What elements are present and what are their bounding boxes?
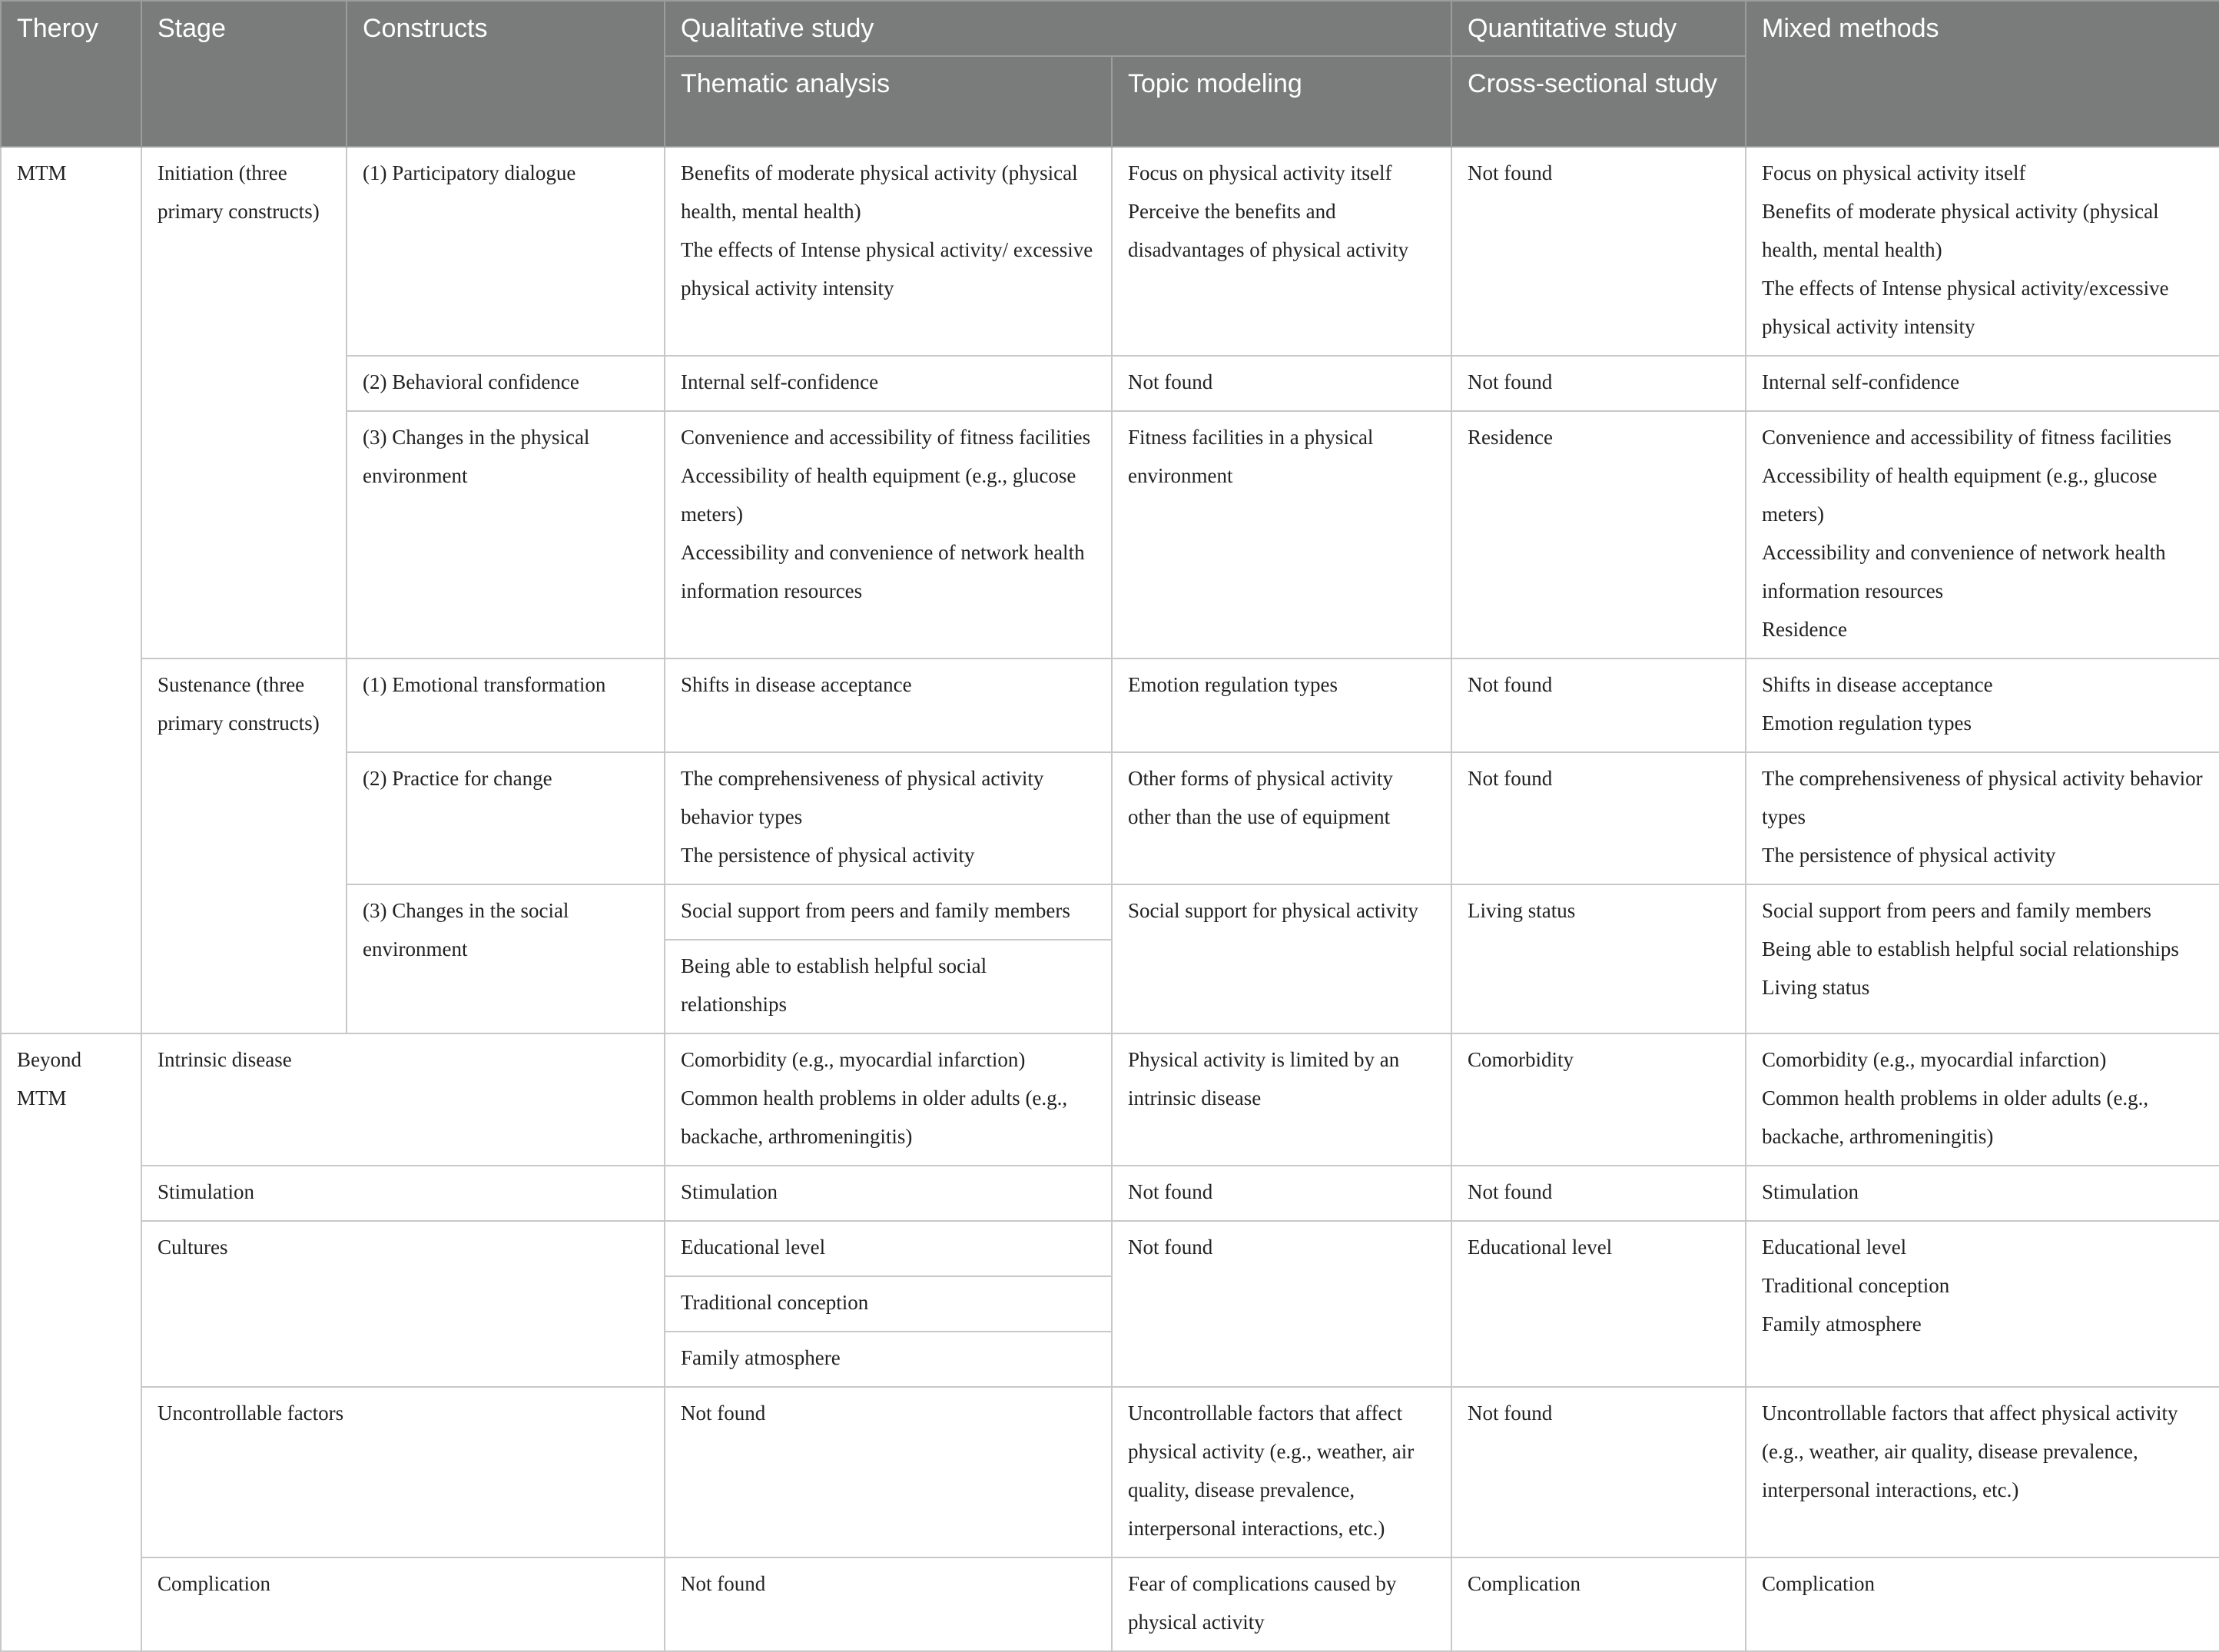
cell-line: Being able to establish helpful social relationships [1762,937,2179,960]
stage-cell: Uncontrollable factors [141,1387,665,1557]
cell-line: The comprehensiveness of physical activity behavior types [681,767,1044,828]
topic-cell: Fear of complications caused by physical activity [1112,1557,1451,1651]
header-mixed-methods: Mixed methods [1746,1,2219,147]
thematic-cell: Family atmosphere [665,1332,1112,1387]
mixed-cell [1746,884,2219,1033]
table-body [1,147,2219,1651]
topic-cell: Emotion regulation types [1112,658,1451,752]
header-thematic-analysis: Thematic analysis [665,56,1112,147]
cell-line: Common health problems in older adults (e.g., backache, arthromeningitis) [1762,1086,2149,1148]
mixed-cell [1746,147,2219,356]
cell-line: Convenience and accessibility of fitness facilities [1762,426,2172,449]
stage-cell: Cultures [141,1221,665,1387]
cell-line: Common health problems in older adults (e.g., backache, arthromeningitis) [681,1086,1068,1148]
cell-line: The persistence of physical activity [681,844,975,867]
header-qualitative-study: Qualitative study [665,1,1451,56]
cross-sectional-cell: Complication [1451,1557,1746,1651]
cross-sectional-cell: Educational level [1451,1221,1746,1387]
thematic-cell: Being able to establish helpful social relationships [665,940,1112,1033]
construct-cell: (1) Emotional transformation [347,658,665,752]
cell-line: The comprehensiveness of physical activity behavior types [1762,767,2203,828]
cell-line: Emotion regulation types [1762,712,1972,735]
cross-sectional-cell: Residence [1451,411,1746,658]
cross-sectional-cell: Not found [1451,752,1746,884]
topic-cell: Not found [1112,1221,1451,1387]
table-row [1,1557,2219,1651]
table-row [1,658,2219,752]
table-row [1,1221,2219,1276]
cell-line: The effects of Intense physical activity/ excessive physical activity intensity [681,238,1093,300]
thematic-cell: Stimulation [665,1166,1112,1221]
thematic-cell [665,1033,1112,1166]
theory-cell-mtm: MTM [1,147,141,1033]
topic-cell: Other forms of physical activity other than the use of equipment [1112,752,1451,884]
thematic-cell: Social support from peers and family members [665,884,1112,940]
cell-line: Focus on physical activity itself [1762,161,2026,184]
table-row [1,1033,2219,1166]
mixed-cell: Uncontrollable factors that affect physical activity (e.g., weather, air quality, disease prevalence, interpersonal interactions, etc.) [1746,1387,2219,1557]
cell-line: Accessibility of health equipment (e.g., glucose meters) [1762,464,2158,526]
thematic-cell: Internal self-confidence [665,356,1112,411]
cell-line: Social support from peers and family members [1762,899,2151,922]
cell-line: The persistence of physical activity [1762,844,2056,867]
thematic-cell [665,752,1112,884]
cell-line: Accessibility of health equipment (e.g., glucose meters) [681,464,1076,526]
cell-line: Comorbidity (e.g., myocardial infarction) [1762,1048,2107,1071]
header-theory: Theroy [1,1,141,147]
header-cross-sectional-study: Cross-sectional study [1451,56,1746,147]
cross-sectional-cell: Not found [1451,147,1746,356]
cell-line: Benefits of moderate physical activity (physical health, mental health) [1762,200,2159,261]
topic-cell [1112,147,1451,356]
cell-line: Residence [1762,618,1847,641]
cell-line: Accessibility and convenience of network health information resources [681,541,1085,602]
cell-line: Family atmosphere [1762,1312,1922,1335]
topic-cell: Not found [1112,1166,1451,1221]
construct-cell: (2) Practice for change [347,752,665,884]
cell-line: Accessibility and convenience of network health information resources [1762,541,2166,602]
cell-line: Comorbidity (e.g., myocardial infarction) [681,1048,1026,1071]
header-quantitative-study: Quantitative study [1451,1,1746,56]
cross-sectional-cell: Not found [1451,658,1746,752]
thematic-cell: Educational level [665,1221,1112,1276]
construct-cell: (3) Changes in the physical environment [347,411,665,658]
mixed-cell [1746,658,2219,752]
table-header [1,1,2219,147]
cell-line: Living status [1762,976,1870,999]
topic-cell: Uncontrollable factors that affect physical activity (e.g., weather, air quality, disease prevalence, interpersonal interactions, etc.) [1112,1387,1451,1557]
table-row [1,1387,2219,1557]
header-constructs: Constructs [347,1,665,147]
cell-line: Traditional conception [1762,1274,1950,1297]
cross-sectional-cell: Living status [1451,884,1746,1033]
thematic-cell: Traditional conception [665,1276,1112,1332]
cross-sectional-cell: Not found [1451,356,1746,411]
mixed-cell: Stimulation [1746,1166,2219,1221]
thematic-cell [665,147,1112,356]
mixed-cell [1746,411,2219,658]
table-row [1,147,2219,356]
cell-line: Benefits of moderate physical activity (physical health, mental health) [681,161,1078,223]
mixed-cell [1746,1221,2219,1387]
topic-cell: Physical activity is limited by an intrinsic disease [1112,1033,1451,1166]
cell-line: The effects of Intense physical activity/excessive physical activity intensity [1762,277,2169,338]
mixed-cell [1746,752,2219,884]
mixed-cell: Complication [1746,1557,2219,1651]
cell-line: Shifts in disease acceptance [1762,673,1993,696]
construct-cell: (1) Participatory dialogue [347,147,665,356]
table-row [1,1166,2219,1221]
stage-cell-sustenance: Sustenance (three primary constructs) [141,658,347,1033]
construct-cell: (3) Changes in the social environment [347,884,665,1033]
cross-sectional-cell: Not found [1451,1387,1746,1557]
stage-cell: Stimulation [141,1166,665,1221]
stage-cell: Complication [141,1557,665,1651]
topic-cell: Not found [1112,356,1451,411]
thematic-cell: Shifts in disease acceptance [665,658,1112,752]
thematic-cell [665,411,1112,658]
mixed-cell [1746,1033,2219,1166]
topic-cell: Social support for physical activity [1112,884,1451,1033]
cross-sectional-cell: Comorbidity [1451,1033,1746,1166]
thematic-cell: Not found [665,1387,1112,1557]
cross-sectional-cell: Not found [1451,1166,1746,1221]
cell-line: Focus on physical activity itself [1128,161,1392,184]
construct-cell: (2) Behavioral confidence [347,356,665,411]
header-topic-modeling: Topic modeling [1112,56,1451,147]
theory-cell-beyond-mtm: Beyond MTM [1,1033,141,1651]
stage-cell: Intrinsic disease [141,1033,665,1166]
thematic-cell: Not found [665,1557,1112,1651]
header-stage: Stage [141,1,347,147]
cell-line: Convenience and accessibility of fitness facilities [681,426,1091,449]
stage-cell-initiation: Initiation (three primary constructs) [141,147,347,658]
topic-cell: Fitness facilities in a physical environment [1112,411,1451,658]
mixed-cell: Internal self-confidence [1746,356,2219,411]
cell-line: Perceive the benefits and disadvantages of physical activity [1128,200,1409,261]
cell-line: Educational level [1762,1236,1907,1259]
